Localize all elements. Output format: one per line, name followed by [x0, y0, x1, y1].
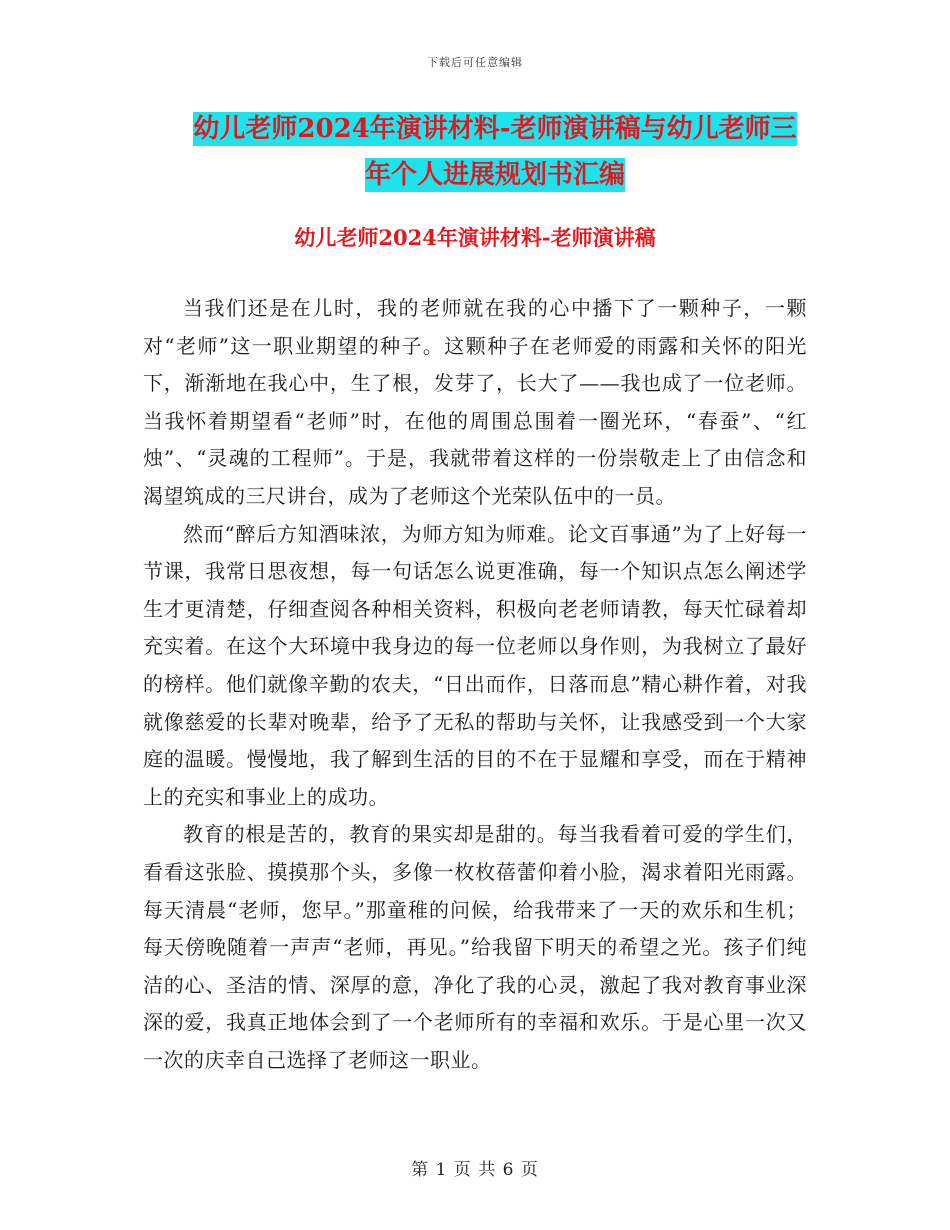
paragraph: 教育的根是苦的，教育的果实却是甜的。每当我看着可爱的学生们，看看这张脸、摸摸那个头，多像一枚枚蓓蕾仰着小脸，渴求着阳光雨露。每天清晨“老师，您早。”那童稚的问候，给我带来了一天的欢乐和生机；每天傍晚随着一声声“老师，再见。”给我留下明天的希望之光。孩子们纯洁的心、圣洁的情、深厚的意，净化了我的心灵，激起了我对教育事业深深的爱，我真正地体会到了一个老师所有的幸福和欢乐。于是心里一次又一次的庆幸自己选择了老师这一职业。 [143, 822, 807, 1072]
header-note: 下载后可任意编辑 [427, 56, 523, 69]
paragraph: 然而“醉后方知酒味浓，为师方知为师难。论文百事通”为了上好每一节课，我常日思夜想，每一句话怎么说更准确，每一个知识点怎么阐述学生才更清楚，仔细查阅各种相关资料，积极向老老师请教，每天忙碌着却充实着。在这个大环境中我身边的每一位老师以身作则，为我树立了最好的榜样。他们就像辛勤的农夫，“日出而作，日落而息”精心耕作着，对我就像慈爱的长辈对晚辈，给予了无私的帮助与关怀，让我感受到一个大家庭的温暖。慢慢地，我了解到生活的目的不在于显耀和享受，而在于精神上的充实和事业上的成功。 [143, 521, 807, 809]
section-title: 幼儿老师2024年演讲材料-老师演讲稿 [294, 225, 656, 250]
document-body [143, 290, 807, 1079]
paragraph: 当我们还是在儿时，我的老师就在我的心中播下了一颗种子，一颗对“老师”这一职业期望的种子。这颗种子在老师爱的雨露和关怀的阳光下，渐渐地在我心中，生了根，发芽了，长大了——我也成了一位老师。当我怀着期望看“老师”时，在他的周围总围着一圈光环，“春蚕”、“红烛”、“灵魂的工程师”。于是，我就带着这样的一份崇敬走上了由信念和渴望筑成的三尺讲台，成为了老师这个光荣队伍中的一员。 [143, 296, 807, 508]
document-title-line-2: 年个人进展规划书汇编 [364, 160, 625, 190]
document-title [185, 106, 805, 198]
page-number: 第 1 页 共 6 页 [411, 1160, 539, 1180]
document-title-line-1: 幼儿老师2024年演讲材料-老师演讲稿与幼儿老师三 [193, 114, 797, 144]
